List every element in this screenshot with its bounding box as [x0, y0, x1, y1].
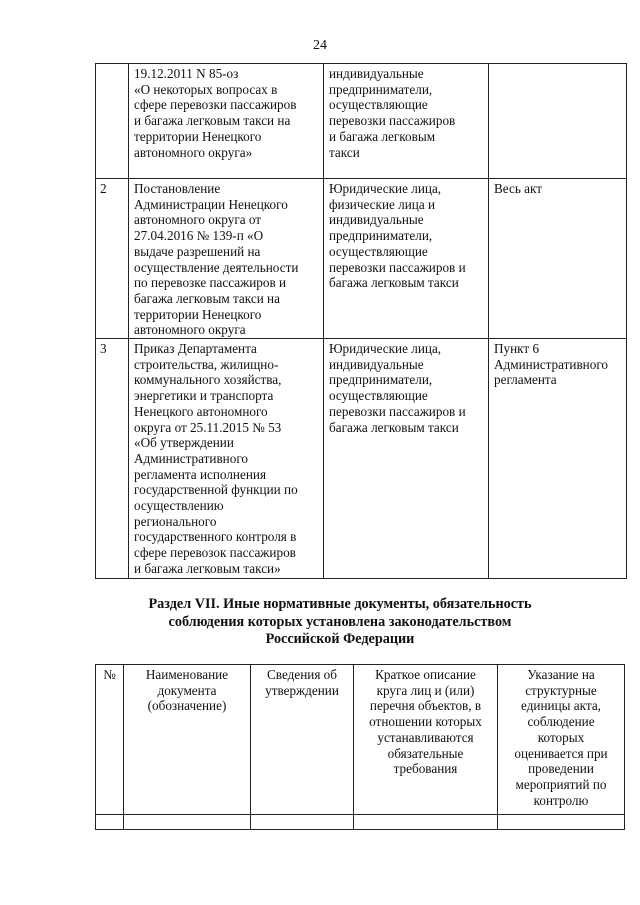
cell-persons	[324, 339, 489, 579]
cell-persons	[324, 179, 489, 339]
cell-text: багажа легковым такси на	[134, 290, 280, 306]
column-header-text: соблюдение	[527, 714, 595, 730]
cell-text: строительства, жилищно-	[134, 356, 279, 372]
cell-text: энергетики и транспорта	[134, 388, 274, 404]
cell-text: индивидуальные	[329, 66, 424, 81]
cell-text: 2	[100, 181, 107, 196]
cell-text: Юридические лица,	[329, 181, 442, 196]
cell-text: Юридические лица,	[329, 341, 442, 357]
page-number: 24	[313, 38, 327, 53]
column-header-text: Указание на	[527, 667, 595, 682]
column-header-text: контролю	[533, 792, 589, 808]
column-header-text: утверждении	[265, 682, 339, 698]
cell-text: «Об утверждении	[134, 435, 234, 451]
cell-text: осуществление деятельности	[134, 259, 299, 275]
column-header-text: Сведения об	[267, 667, 337, 682]
cell-text: багажа легковым такси	[329, 275, 459, 291]
column-header	[96, 665, 124, 815]
table-row	[96, 179, 627, 339]
cell-num	[96, 339, 129, 579]
column-header-text: перечня объектов, в	[369, 698, 482, 714]
cell-text: 27.04.2016 № 139-п «О	[134, 228, 264, 244]
column-header	[251, 665, 354, 815]
column-header	[354, 665, 498, 815]
column-header	[498, 665, 625, 815]
cell-text: и багажа легковым такси на	[134, 113, 291, 129]
cell-text: предприниматели,	[329, 81, 433, 97]
section-title-line: соблюдения которых установлена законодательством	[168, 613, 512, 630]
section-title	[100, 596, 580, 649]
empty-cell	[96, 815, 124, 830]
column-header-text: структурные	[525, 682, 597, 698]
cell-text: регламента исполнения	[134, 466, 267, 482]
cell-text: индивидуальные	[329, 212, 424, 228]
section-title-line: Российской Федерации	[265, 631, 415, 647]
column-header-text: требования	[393, 761, 458, 777]
cell-text: физические лица и	[329, 196, 436, 212]
cell-num	[96, 179, 129, 339]
cell-text: Весь акт	[494, 181, 542, 196]
cell-text: 3	[100, 341, 107, 357]
column-header-text: единицы акта,	[521, 698, 601, 714]
cell-text: предприниматели,	[329, 228, 433, 244]
column-header-text: мероприятий по	[515, 776, 607, 792]
cell-text: территории Ненецкого	[134, 306, 262, 322]
cell-text: сфере перевозки пассажиров	[134, 97, 297, 113]
column-header-text: круга лиц и (или)	[376, 682, 475, 698]
cell-text: и багажа легковым	[329, 128, 436, 144]
cell-num	[96, 64, 129, 179]
cell-text: осуществляющие	[329, 388, 428, 404]
section-title-line: Раздел VII. Иные нормативные документы, обязательность	[148, 596, 532, 612]
cell-text: территории Ненецкого	[134, 128, 262, 144]
cell-text: и багажа легковым такси»	[134, 560, 281, 576]
empty-cell	[124, 815, 251, 830]
cell-text: по перевозке пассажиров и	[134, 275, 287, 291]
column-header-text: проведении	[528, 761, 594, 777]
other-documents-table	[95, 664, 625, 830]
cell-scope	[489, 179, 627, 339]
cell-text: выдаче разрешений на	[134, 243, 261, 259]
cell-text: осуществляющие	[329, 243, 428, 259]
cell-scope	[489, 64, 627, 179]
cell-text: государственной функции по	[134, 482, 298, 498]
cell-text: Административного	[494, 356, 609, 372]
cell-text: сфере перевозок пассажиров	[134, 545, 296, 561]
column-header-text: (обозначение)	[147, 698, 227, 714]
table-row	[96, 64, 627, 179]
column-header-text: которых	[537, 729, 585, 745]
cell-text: Пункт 6	[494, 341, 540, 357]
cell-text: государственного контроля в	[134, 529, 297, 545]
cell-text: Административного	[134, 450, 249, 466]
empty-cell	[498, 815, 625, 830]
empty-cell	[251, 815, 354, 830]
cell-text: такси	[329, 144, 360, 160]
cell-text: багажа легковым такси	[329, 419, 459, 435]
column-header	[124, 665, 251, 815]
cell-text: Ненецкого автономного	[134, 403, 268, 419]
cell-text: Постановление	[134, 181, 221, 196]
cell-text: перевозки пассажиров и	[329, 403, 466, 419]
cell-text: предприниматели,	[329, 372, 433, 388]
table-row	[96, 815, 625, 830]
table-header-row	[96, 665, 625, 815]
cell-text: 19.12.2011 N 85-оз	[134, 66, 239, 81]
table-row	[96, 339, 627, 579]
cell-text: автономного округа»	[134, 144, 253, 160]
cell-text: Приказ Департамента	[134, 341, 257, 357]
cell-text: осуществлению	[134, 498, 224, 514]
column-header-text: оценивается при	[514, 745, 608, 761]
cell-text: округа от 25.11.2015 № 53	[134, 419, 282, 435]
column-header-text: Наименование	[145, 667, 229, 682]
cell-document	[129, 339, 324, 579]
column-header-text: документа	[157, 682, 217, 698]
column-header-text: обязательные	[387, 745, 464, 761]
cell-text: индивидуальные	[329, 356, 424, 372]
cell-text: регламента	[494, 372, 557, 388]
cell-document	[129, 179, 324, 339]
cell-text: перевозки пассажиров и	[329, 259, 466, 275]
requirements-table	[95, 63, 627, 579]
column-header-text: №	[103, 667, 116, 682]
cell-document	[129, 64, 324, 179]
column-header-text: Краткое описание	[375, 667, 476, 682]
cell-text: автономного округа	[134, 322, 246, 338]
column-header-text: устанавливаются	[377, 729, 474, 745]
cell-text: регионального	[134, 513, 217, 529]
cell-text: коммунального хозяйства,	[134, 372, 282, 388]
cell-scope	[489, 339, 627, 579]
cell-persons	[324, 64, 489, 179]
column-header-text: отношении которых	[369, 714, 482, 730]
empty-cell	[354, 815, 498, 830]
cell-text: перевозки пассажиров	[329, 113, 456, 129]
cell-text: осуществляющие	[329, 97, 428, 113]
cell-text: Администрации Ненецкого	[134, 196, 288, 212]
cell-text: «О некоторых вопросах в	[134, 81, 278, 97]
cell-text: автономного округа от	[134, 212, 262, 228]
